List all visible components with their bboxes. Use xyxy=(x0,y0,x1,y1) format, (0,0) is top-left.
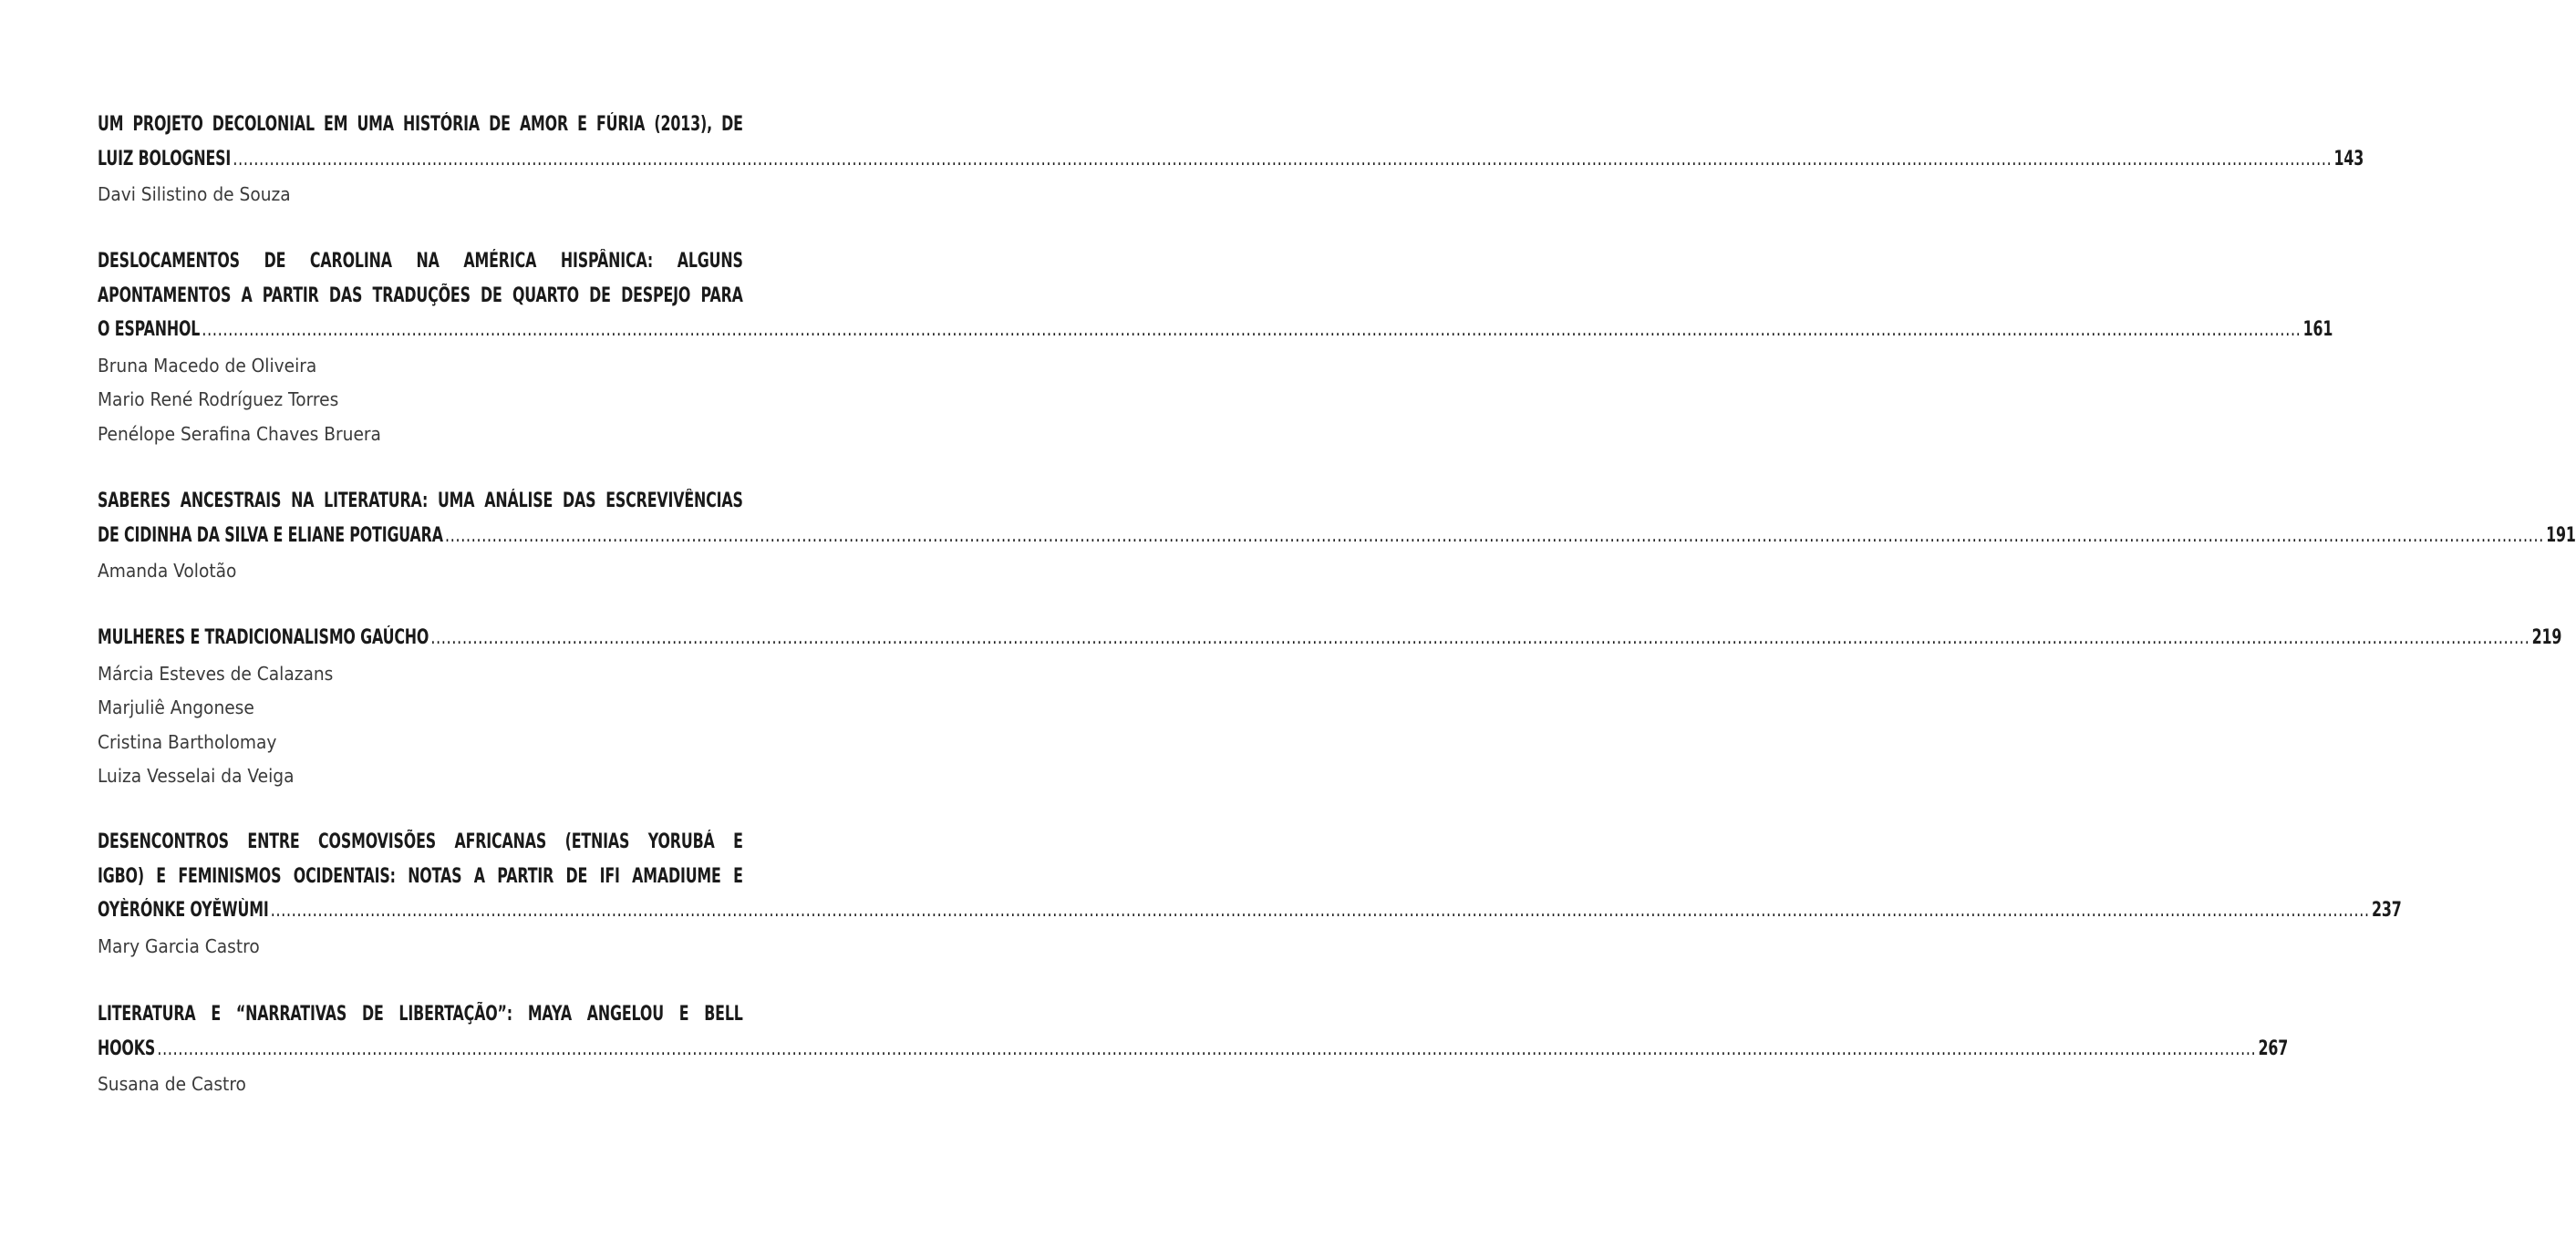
dot-leader: ................................................................................................................................................................................................................................................................................................................................................................................................................ xyxy=(233,147,2333,170)
author-name: Cristina Bartholomay xyxy=(98,730,277,753)
author-list xyxy=(98,349,743,452)
entry-title-line-last xyxy=(98,1032,2289,1067)
entry-title xyxy=(98,825,2402,928)
entry-title-line: SABERES ANCESTRAIS NA LITERATURA: UMA ANÁLISE DAS ESCREVIVÊNCIAS xyxy=(98,490,743,512)
entry-title-text: DE CIDINHA DA SILVA E ELIANE POTIGUARA xyxy=(98,523,443,547)
author-list xyxy=(98,930,743,965)
entry-title xyxy=(98,108,2364,176)
author-name: Bruna Macedo de Oliveira xyxy=(98,354,317,377)
toc-entry[interactable] xyxy=(98,108,2364,212)
entry-title-line: LITERATURA E “NARRATIVAS DE LIBERTAÇÃO”: MAYA ANGELOU E BELL xyxy=(98,1003,743,1026)
author-name: Susana de Castro xyxy=(98,1073,246,1095)
author-list xyxy=(98,657,743,794)
author-list xyxy=(98,178,743,212)
dot-leader: ................................................................................................................................................................................................................................................................................................................................................................................................................ xyxy=(157,1037,2257,1060)
entry-title xyxy=(98,621,2562,655)
entry-title-text: HOOKS xyxy=(98,1037,156,1060)
entry-title xyxy=(98,484,2576,552)
author-name: Luiza Vesselai da Veiga xyxy=(98,765,295,787)
entry-title-line: UM PROJETO DECOLONIAL EM UMA HISTÓRIA DE AMOR E FÚRIA (2013), DE xyxy=(98,113,743,136)
author-name: Amanda Volotão xyxy=(98,560,237,582)
author-name: Mary Garcia Castro xyxy=(98,934,260,957)
dot-leader: ................................................................................................................................................................................................................................................................................................................................................................................................................ xyxy=(430,626,2530,649)
toc-entry[interactable] xyxy=(98,825,2402,964)
author-name: Marjuliê Angonese xyxy=(98,696,254,718)
page-number: 219 xyxy=(2531,626,2562,649)
entry-title-line: DESLOCAMENTOS DE CAROLINA NA AMÉRICA HISPÂNICA: ALGUNS xyxy=(98,250,743,273)
author-name: Mario René Rodríguez Torres xyxy=(98,388,339,410)
entry-title-text: MULHERES E TRADICIONALISMO GAÚCHO xyxy=(98,626,429,649)
dot-leader: ................................................................................................................................................................................................................................................................................................................................................................................................................ xyxy=(270,899,2370,922)
dot-leader: ................................................................................................................................................................................................................................................................................................................................................................................................................ xyxy=(444,523,2545,547)
author-list xyxy=(98,1068,743,1102)
entry-title-text: OYÈRÓNKE OYĚWÙMI xyxy=(98,899,269,922)
author-name: Márcia Esteves de Calazans xyxy=(98,662,334,685)
entry-title-line-last xyxy=(98,893,2402,928)
entry-title xyxy=(98,244,2333,347)
toc-entry[interactable] xyxy=(98,621,2562,794)
page-number: 143 xyxy=(2333,147,2364,170)
entry-title-line-last xyxy=(98,142,2364,177)
toc-entry[interactable] xyxy=(98,997,2289,1102)
entry-title-text: LUIZ BOLOGNESI xyxy=(98,147,232,170)
dot-leader: ................................................................................................................................................................................................................................................................................................................................................................................................................ xyxy=(202,318,2302,341)
entry-title-line-last xyxy=(98,519,2576,553)
entry-title-line: IGBO) E FEMINISMOS OCIDENTAIS: NOTAS A PARTIR DE IFI AMADIUME E xyxy=(98,864,743,888)
toc-entry[interactable] xyxy=(98,244,2333,451)
author-name: Penélope Serafina Chaves Bruera xyxy=(98,422,381,445)
page-number: 161 xyxy=(2302,318,2333,341)
author-name: Davi Silistino de Souza xyxy=(98,183,291,205)
entry-title-line-last xyxy=(98,621,2562,655)
entry-title-line-last xyxy=(98,313,2333,347)
page-number: 237 xyxy=(2371,899,2402,922)
entry-title-line: DESENCONTROS ENTRE COSMOVISÕES AFRICANAS (ETNIAS YORUBÁ E xyxy=(98,830,743,853)
page-number: 191 xyxy=(2546,523,2576,547)
toc-entry[interactable] xyxy=(98,484,2576,589)
entry-title-line: APONTAMENTOS A PARTIR DAS TRADUÇÕES DE QUARTO DE DESPEJO PARA xyxy=(98,284,743,307)
author-list xyxy=(98,554,743,589)
entry-title-text: O ESPANHOL xyxy=(98,318,201,341)
entry-title xyxy=(98,997,2289,1066)
page-number: 267 xyxy=(2258,1037,2289,1060)
